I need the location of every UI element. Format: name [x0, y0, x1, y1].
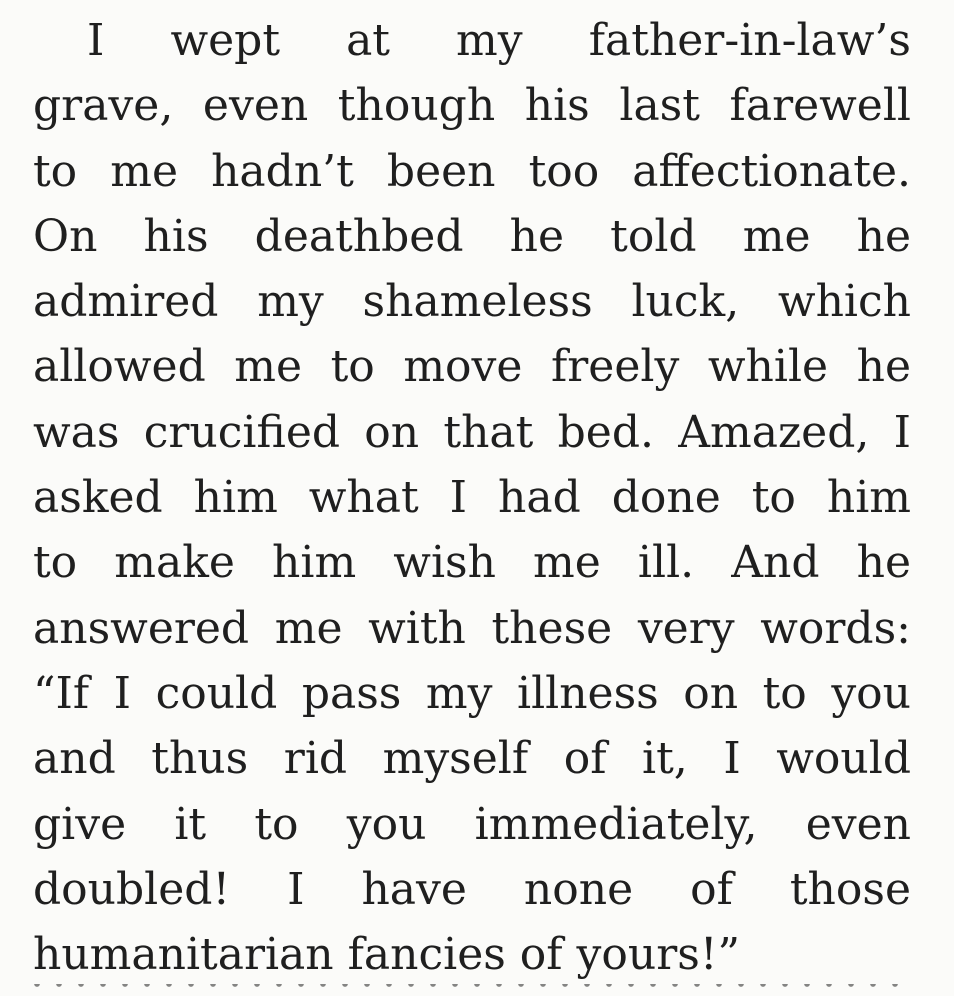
- text-line: I wept at my father-in-law’s: [87, 15, 911, 66]
- text-line: answered me with these very words:: [33, 602, 911, 654]
- text-line: and thus rid myself of it, I would: [33, 733, 911, 785]
- text-line: humanitarian fancies of yours!”: [33, 929, 741, 981]
- text-line: On his deathbed he told me he: [33, 210, 911, 262]
- text-line: admired my shameless luck, which: [33, 276, 911, 328]
- book-page: [33, 8, 911, 987]
- text-line: allowed me to move freely while he: [33, 341, 911, 393]
- cut-off-next-line: [33, 984, 911, 996]
- text-line: to make him wish me ill. And he: [33, 537, 911, 589]
- text-line: give it to you immediately, even: [33, 798, 911, 850]
- text-line: grave, even though his last farewell: [33, 80, 911, 132]
- paragraph: [33, 8, 911, 987]
- text-line: to me hadn’t been too affectionate.: [33, 145, 911, 197]
- text-line: doubled! I have none of those: [33, 863, 911, 915]
- text-line: asked him what I had done to him: [33, 472, 911, 524]
- text-line: “If I could pass my illness on to you: [33, 667, 911, 719]
- text-line: was crucified on that bed. Amazed, I: [33, 406, 911, 458]
